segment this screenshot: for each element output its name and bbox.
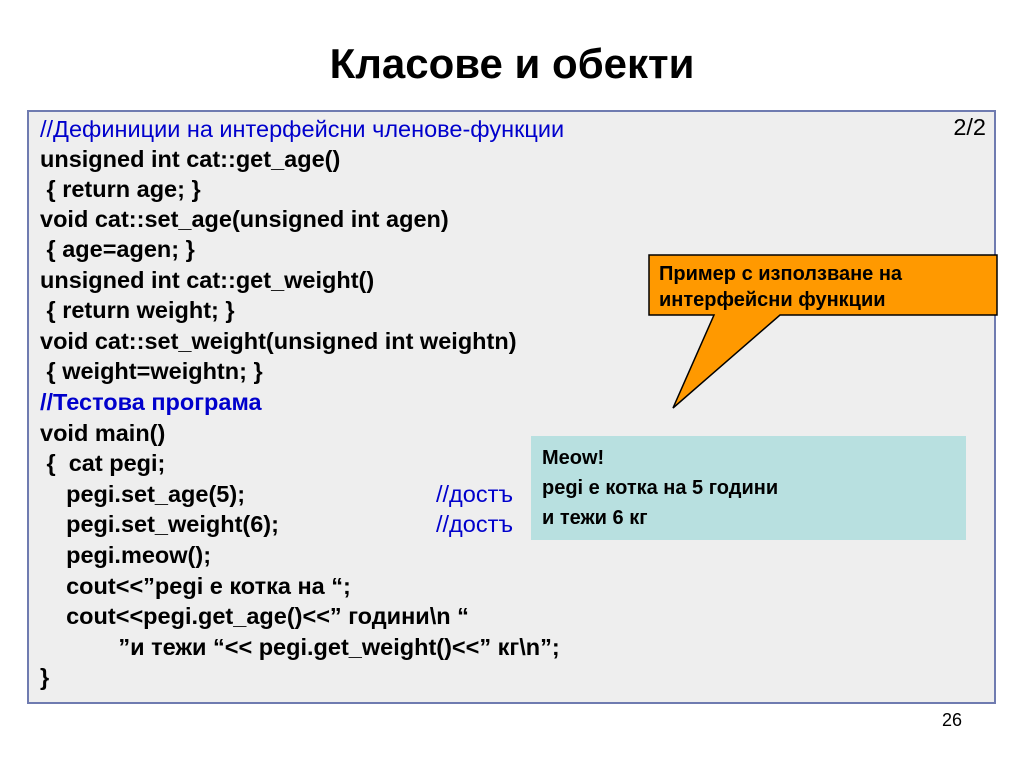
- comment-definitions: //Дефиниции на интерфейсни членове-функции: [40, 116, 565, 142]
- code-line: { cat pegi;: [40, 450, 166, 476]
- inline-comment: //достъ: [436, 511, 514, 537]
- program-output-box: [531, 436, 966, 540]
- code-line: cout<<pegi.get_age()<<” години\n “: [40, 603, 469, 629]
- callout-line: интерфейсни функции: [659, 289, 886, 311]
- code-line: unsigned int cat::get_age(): [40, 146, 341, 172]
- output-line: pegi е котка на 5 години: [542, 477, 779, 499]
- callout-line: Пример с използване на: [659, 263, 903, 285]
- code-line: cout<<”pegi е котка на “;: [40, 573, 351, 599]
- page-fraction: 2/2: [953, 114, 986, 140]
- code-line: }: [40, 664, 50, 690]
- code-line: void cat::set_age(unsigned int agen): [40, 206, 449, 232]
- code-line: { weight=weightn; }: [40, 358, 263, 384]
- output-line: Meow!: [542, 447, 605, 469]
- code-line: pegi.set_age(5);: [40, 481, 246, 507]
- code-line: { age=agen; }: [40, 236, 195, 262]
- code-line: void cat::set_weight(unsigned int weightn): [40, 328, 517, 354]
- slide-number: 26: [941, 710, 962, 730]
- code-line: pegi.meow();: [40, 542, 212, 568]
- code-line: void main(): [40, 420, 166, 446]
- code-line: { return age; }: [40, 176, 201, 202]
- code-line: { return weight; }: [40, 297, 235, 323]
- output-line: и тежи 6 кг: [542, 507, 648, 529]
- slide-title: Класове и обекти: [329, 40, 695, 87]
- inline-comment: //достъ: [436, 481, 514, 507]
- code-line: unsigned int cat::get_weight(): [40, 267, 375, 293]
- code-line: ”и тежи “<< pegi.get_weight()<<” кг\n”;: [40, 634, 560, 660]
- comment-test-program: //Тестова програма: [40, 389, 262, 415]
- code-line: pegi.set_weight(6);: [40, 511, 279, 537]
- callout-text: [659, 261, 989, 313]
